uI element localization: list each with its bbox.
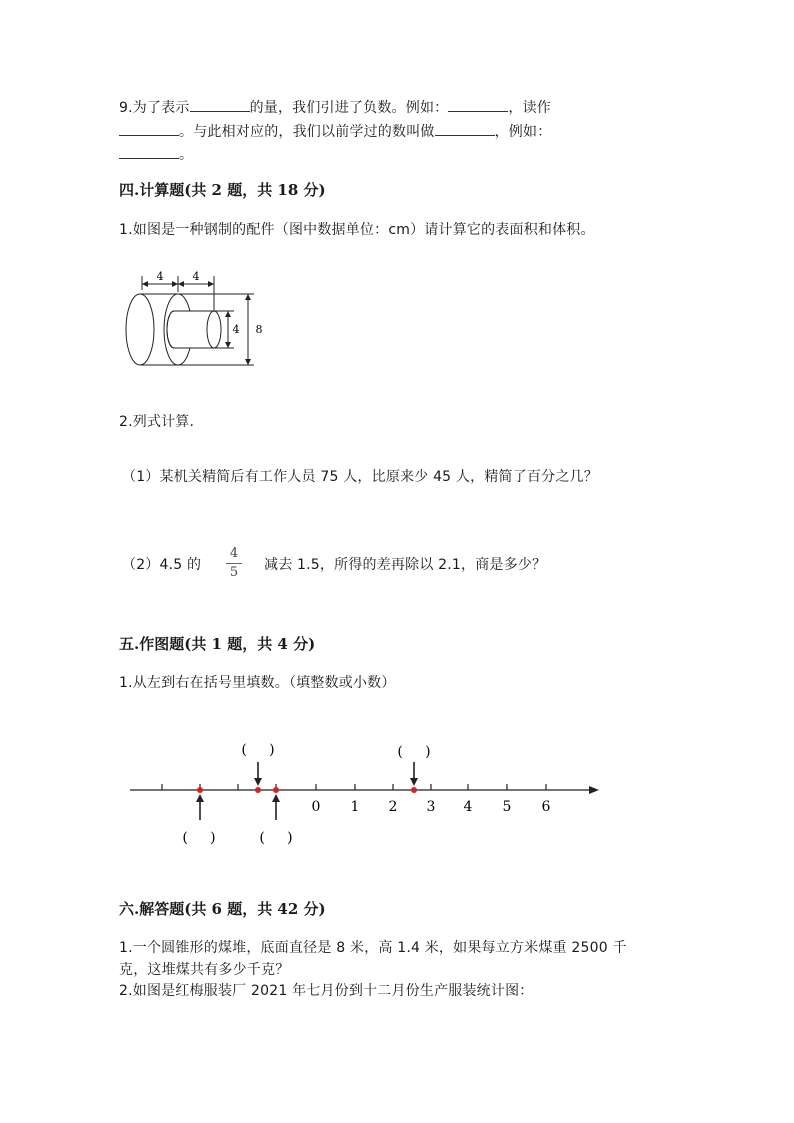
q9-blank-3[interactable] [119,123,179,136]
q9-blank-1[interactable] [190,99,250,112]
tick-label: 6 [541,799,551,815]
fraction-bar [226,563,242,564]
q9-text: ，读作 [508,100,551,116]
tick-label: 0 [311,799,321,815]
q9-text: 的量，我们引进了负数。例如： [249,100,449,116]
calc-q2: 2.列式计算. [119,414,195,430]
up-arrowhead [272,794,280,802]
tick-label: 1 [350,799,360,815]
dim-label-top-left: 4 [156,270,164,283]
answer-paren-top-2[interactable]: ( ) [397,744,431,760]
dim-label-outer-height: 8 [255,323,263,336]
tick-label: 2 [388,799,398,815]
tick-label: 3 [426,799,436,815]
marked-point [273,787,279,793]
axis-arrowhead [589,786,599,794]
fraction-numerator: 4 [229,546,239,561]
q9-text: ，例如： [494,124,552,140]
section-heading-drawing: 五.作图题(共 1 题，共 4 分) [119,635,316,653]
calc-q2-1: （1）某机关精简后有工作人员 75 人，比原来少 45 人，精简了百分之几？ [122,469,598,485]
calc-q2-2-part-a: （2）4.5 的 [122,557,202,573]
down-arrowhead [254,778,262,786]
dim-label-top-right: 4 [192,270,200,283]
q9-text: 。与此相对应的，我们以前学过的数叫做 [179,124,435,140]
solve-q2: 2.如图是红梅服装厂 2021 年七月份到十二月份生产服装统计图： [119,983,534,999]
answer-paren-bottom-2[interactable]: ( ) [259,830,293,846]
marked-point [255,787,261,793]
calc-q1: 1.如图是一种钢制的配件（图中数据单位：cm）请计算它的表面积和体积。 [119,222,595,238]
marked-point [411,787,417,793]
q9-blank-5[interactable] [119,146,179,159]
tick-label: 4 [463,799,473,815]
dim-label-inner-height: 4 [232,323,240,336]
answer-paren-top-1[interactable]: ( ) [241,742,275,758]
drawing-q1: 1.从左到右在括号里填数。（填整数或小数） [119,675,396,691]
q9-line1 [119,97,551,117]
section-heading-calc: 四.计算题(共 2 题，共 18 分) [119,181,326,199]
steel-part-figure [118,268,278,372]
q9-text: 9.为了表示 [119,100,190,116]
q9-blank-2[interactable] [448,99,508,112]
section-heading-solve: 六.解答题(共 6 题，共 42 分) [119,900,326,918]
q9-text: 。 [179,147,194,163]
number-line-figure [120,730,610,855]
solve-q1-line2: 克，这堆煤共有多少千克？ [119,962,290,978]
answer-paren-bottom-1[interactable]: ( ) [182,830,216,846]
q9-blank-4[interactable] [435,123,495,136]
q9-line2 [119,121,551,141]
up-arrowhead [196,794,204,802]
fraction-denominator: 5 [229,565,239,580]
q9-line3 [119,144,193,164]
fraction-four-fifths [226,546,242,581]
marked-point [197,787,203,793]
tick-label: 5 [502,799,512,815]
solve-q1-line1: 1.一个圆锥形的煤堆，底面直径是 8 米，高 1.4 米，如果每立方米煤重 2500 千 [119,940,627,956]
calc-q2-2-part-b: 减去 1.5，所得的差再除以 2.1，商是多少？ [264,557,547,573]
down-arrowhead [410,778,418,786]
